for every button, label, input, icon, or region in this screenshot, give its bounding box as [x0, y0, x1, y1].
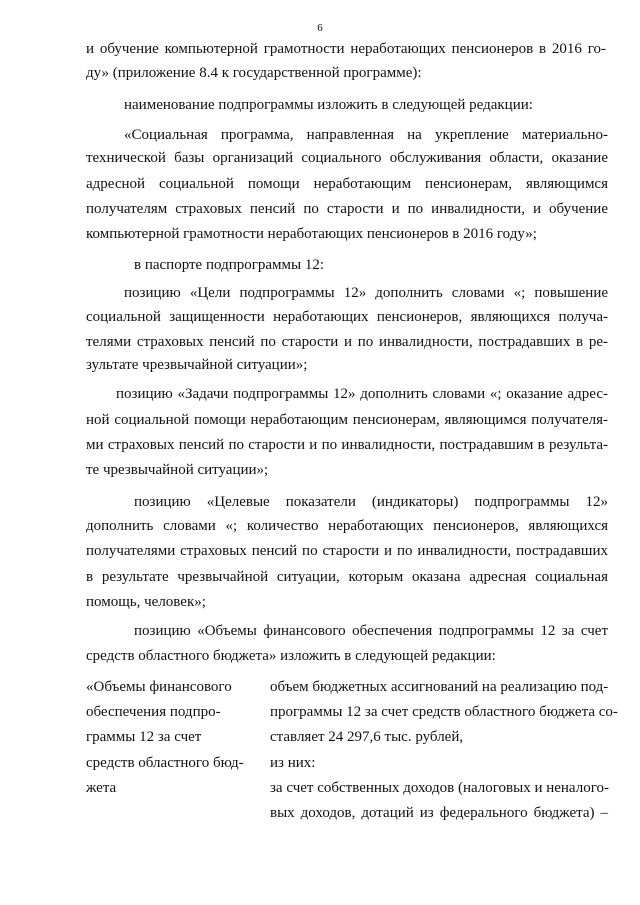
text-line: в паспорте подпрограммы 12:	[134, 257, 325, 273]
text-line: дополнить словами «; количество неработающих пенсионеров, являющихся	[86, 518, 608, 534]
text-line: телями страховых пенсий по старости и по инвалидности, пострадавших в ре-	[86, 334, 608, 350]
table-cell-line: за счет собственных доходов (налоговых и неналого-	[270, 780, 609, 796]
text-line: ду» (приложение 8.4 к государственной программе):	[86, 65, 422, 81]
text-line: ной социальной помощи неработающим пенсионерам, являющимся получателя-	[86, 412, 608, 428]
table-cell-line: «Объемы финансового	[86, 679, 232, 695]
text-line: ми страховых пенсий по старости и по инвалидности, пострадавшим в результа-	[86, 437, 608, 453]
text-line: те чрезвычайной ситуации»;	[86, 462, 269, 478]
table-cell-line: вых доходов, дотаций из федерального бюджета) –	[270, 805, 608, 821]
table-cell-line: средств областного бюд-	[86, 755, 244, 771]
table-cell-line: из них:	[270, 755, 316, 771]
text-line: наименование подпрограммы изложить в следующей редакции:	[124, 97, 533, 113]
text-line: позицию «Объемы финансового обеспечения подпрограммы 12 за счет	[134, 623, 608, 639]
table-cell-line: обеспечения подпро-	[86, 704, 221, 720]
text-line: и обучение компьютерной грамотности неработающих пенсионеров в 2016 го-	[86, 41, 606, 57]
text-line: «Социальная программа, направленная на укрепление материально-	[124, 127, 608, 143]
text-line: компьютерной грамотности неработающих пенсионеров в 2016 году»;	[86, 226, 537, 242]
table-cell-line: объем бюджетных ассигнований на реализацию под-	[270, 679, 609, 695]
table-cell-line: программы 12 за счет средств областного бюджета со-	[270, 704, 618, 720]
text-line: получателям страховых пенсий по старости и по инвалидности, и обучение	[86, 201, 608, 217]
text-line: адресной социальной помощи неработающим пенсионерам, являющимся	[86, 176, 608, 192]
text-line: социальной защищенности неработающих пенсионеров, являющихся получа-	[86, 309, 608, 325]
table-cell-line: жета	[86, 780, 117, 796]
text-line: технической базы организаций социального обслуживания области, оказание	[86, 150, 608, 166]
page-number: 6	[317, 22, 323, 34]
table-cell-line: ставляет 24 297,6 тыс. рублей,	[270, 729, 464, 745]
table-cell-line: граммы 12 за счет	[86, 729, 202, 745]
text-line: позицию «Цели подпрограммы 12» дополнить словами «; повышение	[124, 285, 608, 301]
text-line: получателями страховых пенсий по старости и по инвалидности, пострадавших	[86, 543, 608, 559]
text-line: позицию «Целевые показатели (индикаторы) подпрограммы 12»	[134, 494, 608, 510]
text-line: позицию «Задачи подпрограммы 12» дополнить словами «; оказание адрес-	[116, 386, 608, 402]
text-line: помощь, человек»;	[86, 594, 206, 610]
text-line: в результате чрезвычайной ситуации, которым оказана адресная социальная	[86, 569, 608, 585]
text-line: зультате чрезвычайной ситуации»;	[86, 357, 308, 373]
text-line: средств областного бюджета» изложить в следующей редакции:	[86, 648, 496, 664]
